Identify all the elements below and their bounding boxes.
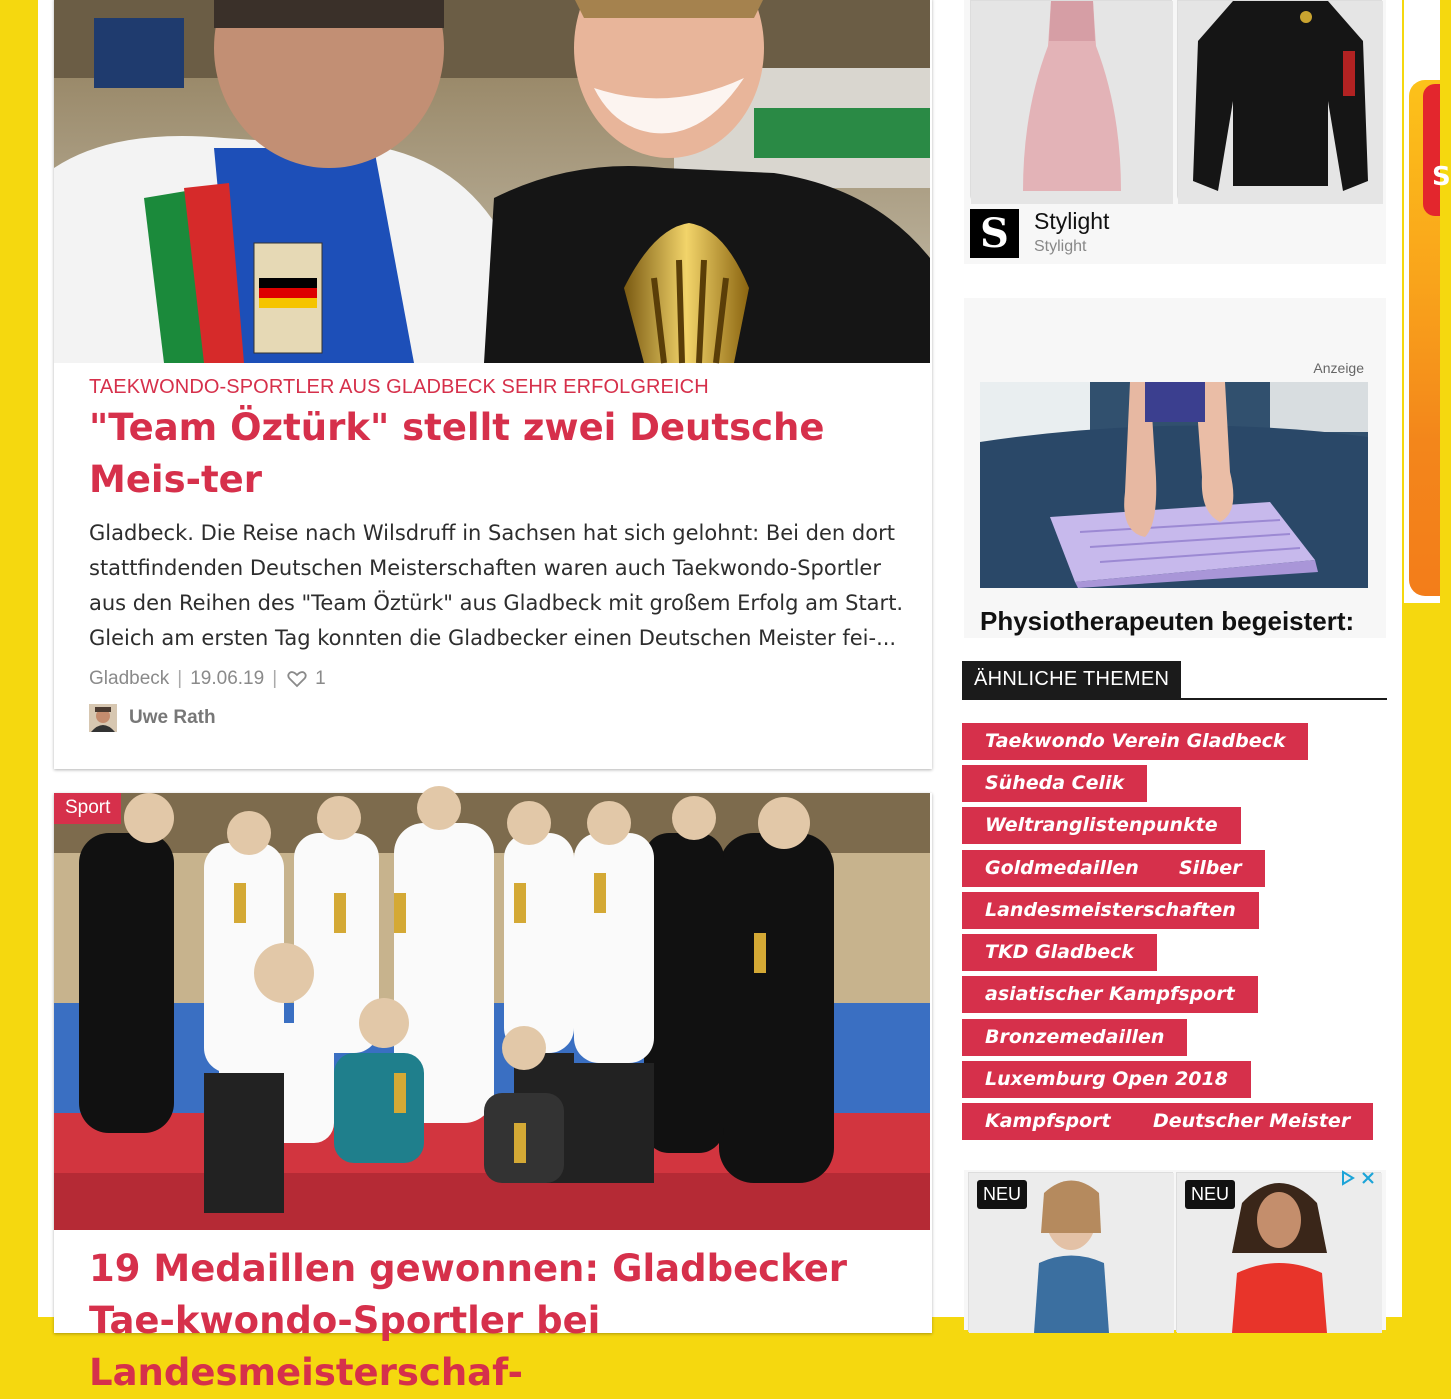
ad-title[interactable]: Physiotherapeuten begeistert:	[980, 606, 1355, 636]
topic-tag[interactable]: Luxemburg Open 2018	[962, 1061, 1251, 1098]
sponsored-ad[interactable]	[964, 298, 1386, 638]
article-like-count: 1	[315, 668, 326, 689]
topic-tag[interactable]: Silber	[1156, 850, 1265, 887]
topic-tag[interactable]: Weltranglistenpunkte	[962, 807, 1241, 844]
article-image[interactable]	[54, 0, 930, 363]
category-badge[interactable]: Sport	[54, 793, 121, 824]
article-headline[interactable]: "Team Öztürk" stellt zwei Deutsche Meis-ter	[89, 406, 825, 501]
article-meta	[89, 668, 326, 690]
article-teaser[interactable]: Gladbeck. Die Reise nach Wilsdruff in Sachsen hat sich gelohnt: Bei den dort stattfindenden Deutschen Meisterschaften waren auch Taekwondo-Sportler aus den Reihen des "Team Öztürk" aus Gladbeck mit großem Erfolg am Start. Gleich am ersten Tag konnten die Gladbecker einen Deutschen Meister fei-...	[89, 521, 904, 650]
meta-separator: |	[177, 668, 183, 689]
article-headline[interactable]: 19 Medaillen gewonnen: Gladbecker Tae-kwondo-Sportler bei Landesmeisterschaf-	[89, 1247, 848, 1394]
article-card[interactable]	[54, 0, 932, 769]
heading-divider	[962, 698, 1387, 700]
stylight-ad[interactable]	[964, 0, 1386, 264]
adchoices-icon[interactable]	[1340, 1170, 1356, 1186]
topic-tag[interactable]: Deutscher Meister	[1130, 1103, 1373, 1140]
close-icon[interactable]	[1360, 1170, 1376, 1186]
ad-product-dress[interactable]	[970, 0, 1172, 203]
author-name[interactable]: Uwe Rath	[129, 707, 216, 728]
article-author[interactable]	[89, 704, 216, 732]
ad-product-jacket[interactable]	[1177, 0, 1382, 203]
skyscraper-ad-letter: S	[1432, 162, 1451, 192]
ad-brand-name[interactable]: Stylight	[1034, 208, 1110, 234]
topic-tag[interactable]: Landesmeisterschaften	[962, 892, 1259, 929]
heart-icon[interactable]	[287, 670, 307, 688]
fashion-ad[interactable]	[964, 1170, 1386, 1330]
article-location[interactable]: Gladbeck	[89, 668, 170, 689]
topic-tag[interactable]: Goldmedaillen	[962, 850, 1162, 887]
stylight-logo[interactable]: S	[970, 209, 1019, 258]
topic-tag[interactable]: asiatischer Kampfsport	[962, 976, 1258, 1013]
new-badge: NEU	[977, 1180, 1027, 1209]
topic-tag[interactable]: Süheda Celik	[962, 765, 1147, 802]
topic-tag[interactable]: Taekwondo Verein Gladbeck	[962, 723, 1308, 760]
topic-tag[interactable]: TKD Gladbeck	[962, 934, 1157, 971]
ad-choices[interactable]	[1340, 1170, 1376, 1186]
avatar[interactable]	[89, 704, 117, 732]
ad-image[interactable]	[980, 382, 1368, 588]
ad-product-card[interactable]	[968, 1172, 1173, 1332]
related-topics-heading: ÄHNLICHE THEMEN	[962, 661, 1181, 698]
ad-label: Anzeige	[1313, 360, 1364, 376]
skyscraper-ad-red-tab	[1423, 84, 1440, 216]
article-image[interactable]	[54, 793, 930, 1230]
topic-tag[interactable]: Kampfsport	[962, 1103, 1134, 1140]
skyscraper-ad[interactable]	[1404, 0, 1451, 603]
article-card[interactable]	[54, 793, 932, 1394]
ad-product-card[interactable]	[1176, 1172, 1381, 1332]
article-date: 19.06.19	[190, 668, 265, 689]
new-badge: NEU	[1185, 1180, 1235, 1209]
meta-separator: |	[272, 668, 278, 689]
article-kicker[interactable]: TAEKWONDO-SPORTLER AUS GLADBECK SEHR ERFOLGREICH	[89, 376, 709, 398]
ad-brand-sub: Stylight	[1034, 238, 1087, 255]
topic-tag[interactable]: Bronzemedaillen	[962, 1019, 1187, 1056]
